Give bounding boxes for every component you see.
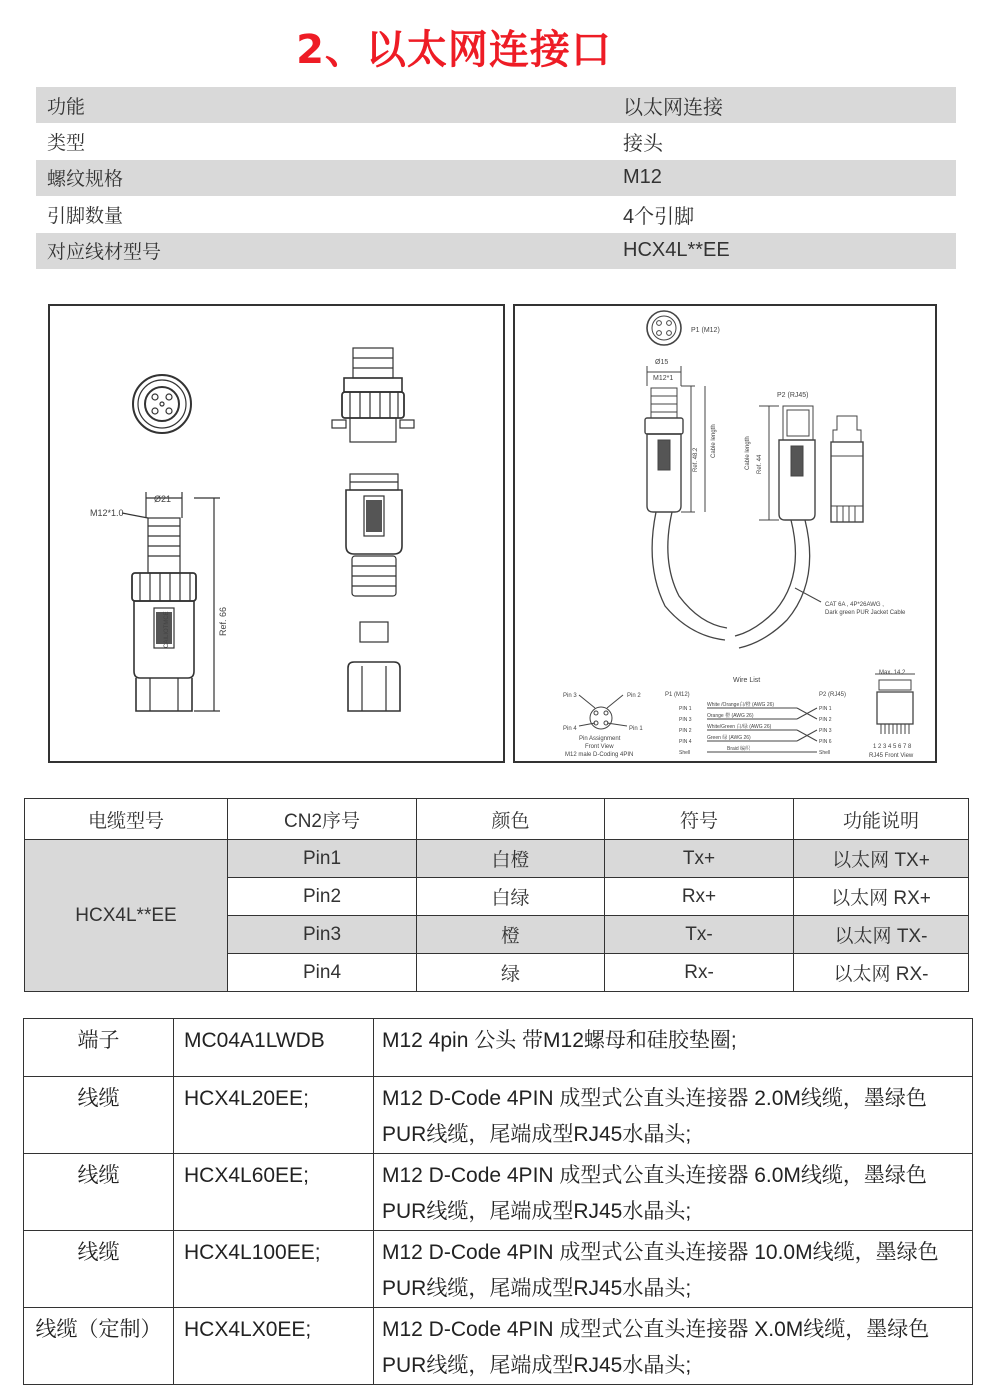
connector-drawing-svg	[50, 306, 503, 761]
header-cell: 功能说明	[794, 799, 969, 840]
wire-label: Green 绿 (AWG 26)	[707, 735, 751, 741]
part-desc: M12 D-Code 4PIN 成型式公直头连接器 X.0M线缆，墨绿色PUR线缆，尾端成型RJ45水晶头;	[374, 1308, 973, 1385]
wire-left-pin: PIN 1	[679, 706, 692, 712]
func-cell: 以太网 TX-	[794, 916, 969, 954]
cable-drawing	[513, 304, 937, 763]
pin1-label: Pin 1	[629, 726, 643, 732]
cable-note-1: CAT 6A , 4P*26AWG ,	[825, 602, 884, 608]
spec-key: 螺纹规格	[47, 168, 124, 191]
parts-table	[23, 1018, 973, 1385]
spec-value: 以太网连接	[623, 96, 723, 119]
spec-value: M12	[623, 166, 662, 189]
wire-right-pin: PIN 6	[819, 739, 832, 745]
spec-key: 功能	[47, 95, 86, 118]
wire-right-pin: Shell	[819, 750, 831, 756]
header-cell: CN2序号	[228, 799, 417, 840]
func-cell: 以太网 RX-	[794, 954, 969, 992]
wire-list-title: Wire List	[733, 677, 761, 684]
m12-male: M12 male D-Coding 4PIN	[565, 752, 634, 758]
spec-key: 对应线材型号	[47, 241, 162, 264]
cable-length-2: Cable length	[745, 436, 751, 470]
spec-row	[36, 87, 956, 123]
pin-cell: Pin4	[228, 954, 417, 992]
max-dim: Max. 14.2	[879, 670, 906, 676]
wire-left-pin: PIN 3	[679, 717, 692, 723]
rj45-front-view: RJ45 Front View	[869, 753, 914, 759]
part-model: HCX4LX0EE;	[174, 1308, 374, 1385]
part-model: HCX4L100EE;	[174, 1231, 374, 1308]
color-cell: 绿	[417, 954, 605, 992]
symbol-cell: Tx-	[605, 916, 794, 954]
part-model: HCX4L20EE;	[174, 1077, 374, 1154]
pin-table-header	[25, 799, 969, 840]
color-cell: 白橙	[417, 840, 605, 878]
table-row	[25, 840, 969, 878]
spec-row	[36, 123, 956, 159]
pin-assignment: Pin Assignment	[579, 736, 621, 742]
part-type: 线缆（定制）	[24, 1308, 174, 1385]
pin-cell: Pin2	[228, 878, 417, 916]
pin-cell: Pin1	[228, 840, 417, 878]
spec-key: 类型	[47, 132, 86, 155]
page-title: 2、以太网连接口	[296, 27, 612, 73]
part-model: HCX4L60EE;	[174, 1154, 374, 1231]
header-cell: 符号	[605, 799, 794, 840]
header-cell: 颜色	[417, 799, 605, 840]
spec-row	[36, 196, 956, 232]
pin-table	[24, 798, 969, 992]
wire-p2: P2 (RJ45)	[819, 692, 847, 698]
dim-m12x1: M12*1	[653, 375, 674, 382]
header-cell: 电缆型号	[25, 799, 228, 840]
spec-key: 引脚数量	[47, 204, 124, 227]
table-row	[24, 1154, 973, 1231]
table-row	[24, 1308, 973, 1385]
dim-ref66: Ref. 66	[218, 606, 228, 636]
func-cell: 以太网 RX+	[794, 878, 969, 916]
part-desc: M12 4pin 公头 带M12螺母和硅胶垫圈;	[374, 1019, 973, 1077]
wire-right-pin: PIN 3	[819, 728, 832, 734]
p2-label: P2 (RJ45)	[777, 392, 809, 399]
rj45-pin-nums: 1 2 3 4 5 6 7 8	[873, 744, 912, 750]
front-view: Front View	[585, 744, 614, 750]
wire-p1: P1 (M12)	[665, 692, 690, 698]
part-type: 线缆	[24, 1154, 174, 1231]
wire-right-pin: PIN 2	[819, 717, 832, 723]
pin-cell: Pin3	[228, 916, 417, 954]
symbol-cell: Rx+	[605, 878, 794, 916]
brand-mark: CAILIOTMCE	[164, 611, 170, 648]
spec-row	[36, 233, 956, 269]
part-desc: M12 D-Code 4PIN 成型式公直头连接器 6.0M线缆，墨绿色PUR线缆，尾端成型RJ45水晶头;	[374, 1154, 973, 1231]
table-row	[24, 1077, 973, 1154]
dim-d15: Ø15	[655, 359, 669, 366]
p1-label: P1 (M12)	[691, 327, 720, 334]
symbol-cell: Tx+	[605, 840, 794, 878]
part-type: 端子	[24, 1019, 174, 1077]
func-cell: 以太网 TX+	[794, 840, 969, 878]
wire-label: Orange 橙 (AWG 26)	[707, 713, 754, 719]
connector-drawing	[48, 304, 505, 763]
color-cell: 橙	[417, 916, 605, 954]
symbol-cell: Rx-	[605, 954, 794, 992]
dim-d21: Ø21	[154, 494, 172, 504]
spec-value: HCX4L**EE	[623, 239, 730, 262]
pin2-label: Pin 2	[627, 693, 641, 699]
ref48: Ref. 48.2	[693, 447, 699, 472]
cable-drawing-svg	[515, 306, 935, 761]
part-type: 线缆	[24, 1077, 174, 1154]
pin4-label: Pin 4	[563, 726, 577, 732]
wire-label: Braid 编织	[727, 746, 751, 752]
wire-left-pin: PIN 4	[679, 739, 692, 745]
pin3-label: Pin 3	[563, 693, 577, 699]
spec-value: 接头	[623, 133, 663, 156]
cable-length-1: Cable length	[711, 424, 717, 458]
ref44: Ref. 44	[757, 454, 763, 474]
wire-left-pin: PIN 2	[679, 728, 692, 734]
table-row	[24, 1019, 973, 1077]
cable-model: HCX4L**EE	[25, 840, 228, 992]
cable-note-2: Dark green PUR Jacket Cable	[825, 610, 906, 616]
spec-value: 4个引脚	[623, 205, 695, 228]
wire-label: White /Orange白/橙 (AWG 26)	[707, 702, 775, 708]
part-desc: M12 D-Code 4PIN 成型式公直头连接器 10.0M线缆，墨绿色PUR线缆，尾端成型RJ45水晶头;	[374, 1231, 973, 1308]
dim-m12: M12*1.0	[90, 508, 124, 518]
table-row	[24, 1231, 973, 1308]
part-model: MC04A1LWDB	[174, 1019, 374, 1077]
wire-label: White/Green 白/绿 (AWG 26)	[707, 724, 772, 730]
wire-left-pin: Shell	[679, 750, 691, 756]
part-type: 线缆	[24, 1231, 174, 1308]
part-desc: M12 D-Code 4PIN 成型式公直头连接器 2.0M线缆，墨绿色PUR线缆，尾端成型RJ45水晶头;	[374, 1077, 973, 1154]
spec-table	[36, 87, 956, 269]
wire-right-pin: PIN 1	[819, 706, 832, 712]
spec-row	[36, 160, 956, 196]
color-cell: 白绿	[417, 878, 605, 916]
